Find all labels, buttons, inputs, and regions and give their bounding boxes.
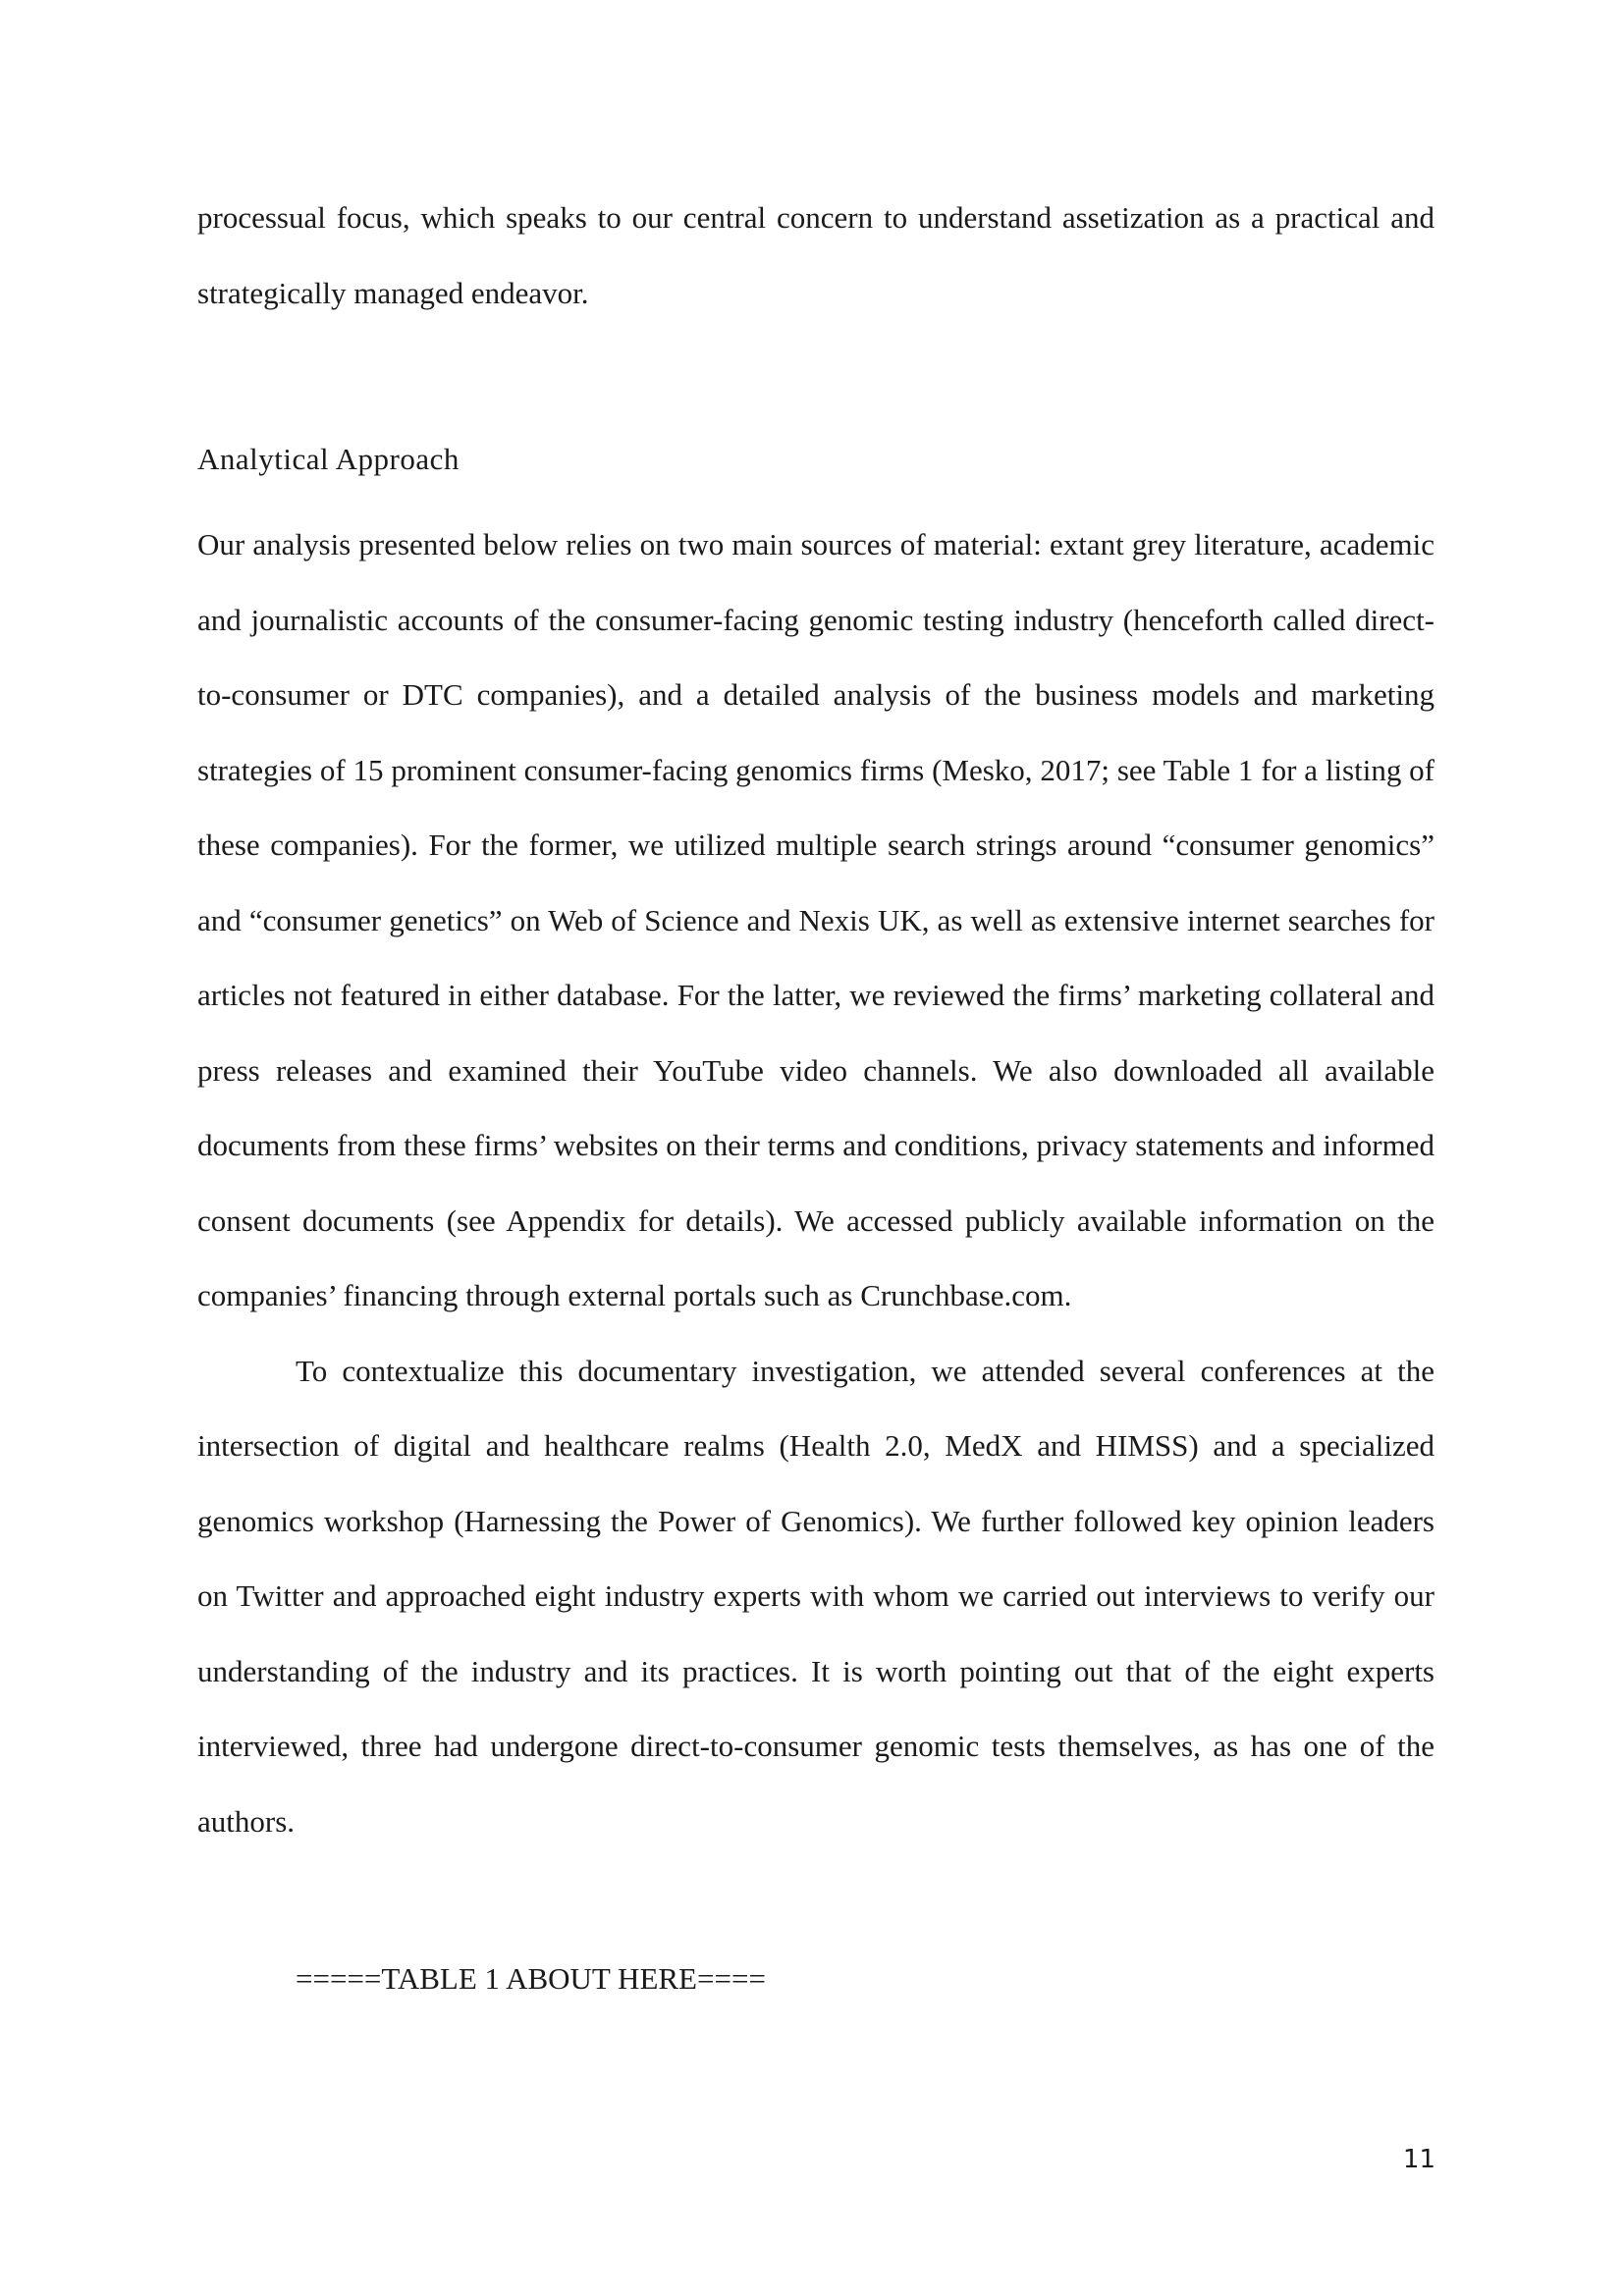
paragraph-sources: Our analysis presented below relies on two main sources of material: extant grey literature, academic and journalistic accounts of the consumer-facing genomic testing industry (henceforth called direct-to-consumer or DTC companies), and a detailed analysis of the business models and marketing strategies of 15 prominent consumer-facing genomics firms (Mesko, 2017; see Table 1 for a listing of these companies). For the former, we utilized multiple search strings around “consumer genomics” and “consumer genetics” on Web of Science and Nexis UK, as well as extensive internet searches for articles not featured in either database. For the latter, we reviewed the firms’ marketing collateral and press releases and examined their YouTube video channels. We also downloaded all available documents from these firms’ websites on their terms and conditions, privacy statements and informed consent documents (see Appendix for details). We accessed publicly available information on the companies’ financing through external portals such as Crunchbase.com. (197, 527, 1435, 1312)
body-paragraphs (197, 507, 1435, 1859)
page-number: 11 (1402, 2145, 1435, 2174)
paragraph-context: To contextualize this documentary investigation, we attended several conferences at the intersection of digital and healthcare realms (Health 2.0, MedX and HIMSS) and a specialized genomics workshop (Harnessing the Power of Genomics). We further followed key opinion leaders on Twitter and approached eight industry experts with whom we carried out interviews to verify our understanding of the industry and its practices. It is worth pointing out that of the eight experts interviewed, three had undergone direct-to-consumer genomic tests themselves, as has one of the authors. (197, 1353, 1435, 1839)
carryover-paragraph (197, 181, 1435, 331)
table-placeholder: =====TABLE 1 ABOUT HERE==== (296, 1961, 766, 1996)
paragraph-text: processual focus, which speaks to our central concern to understand assetization as a practical and strategically managed endeavor. (197, 200, 1435, 310)
section-heading: Analytical Approach (197, 442, 460, 476)
